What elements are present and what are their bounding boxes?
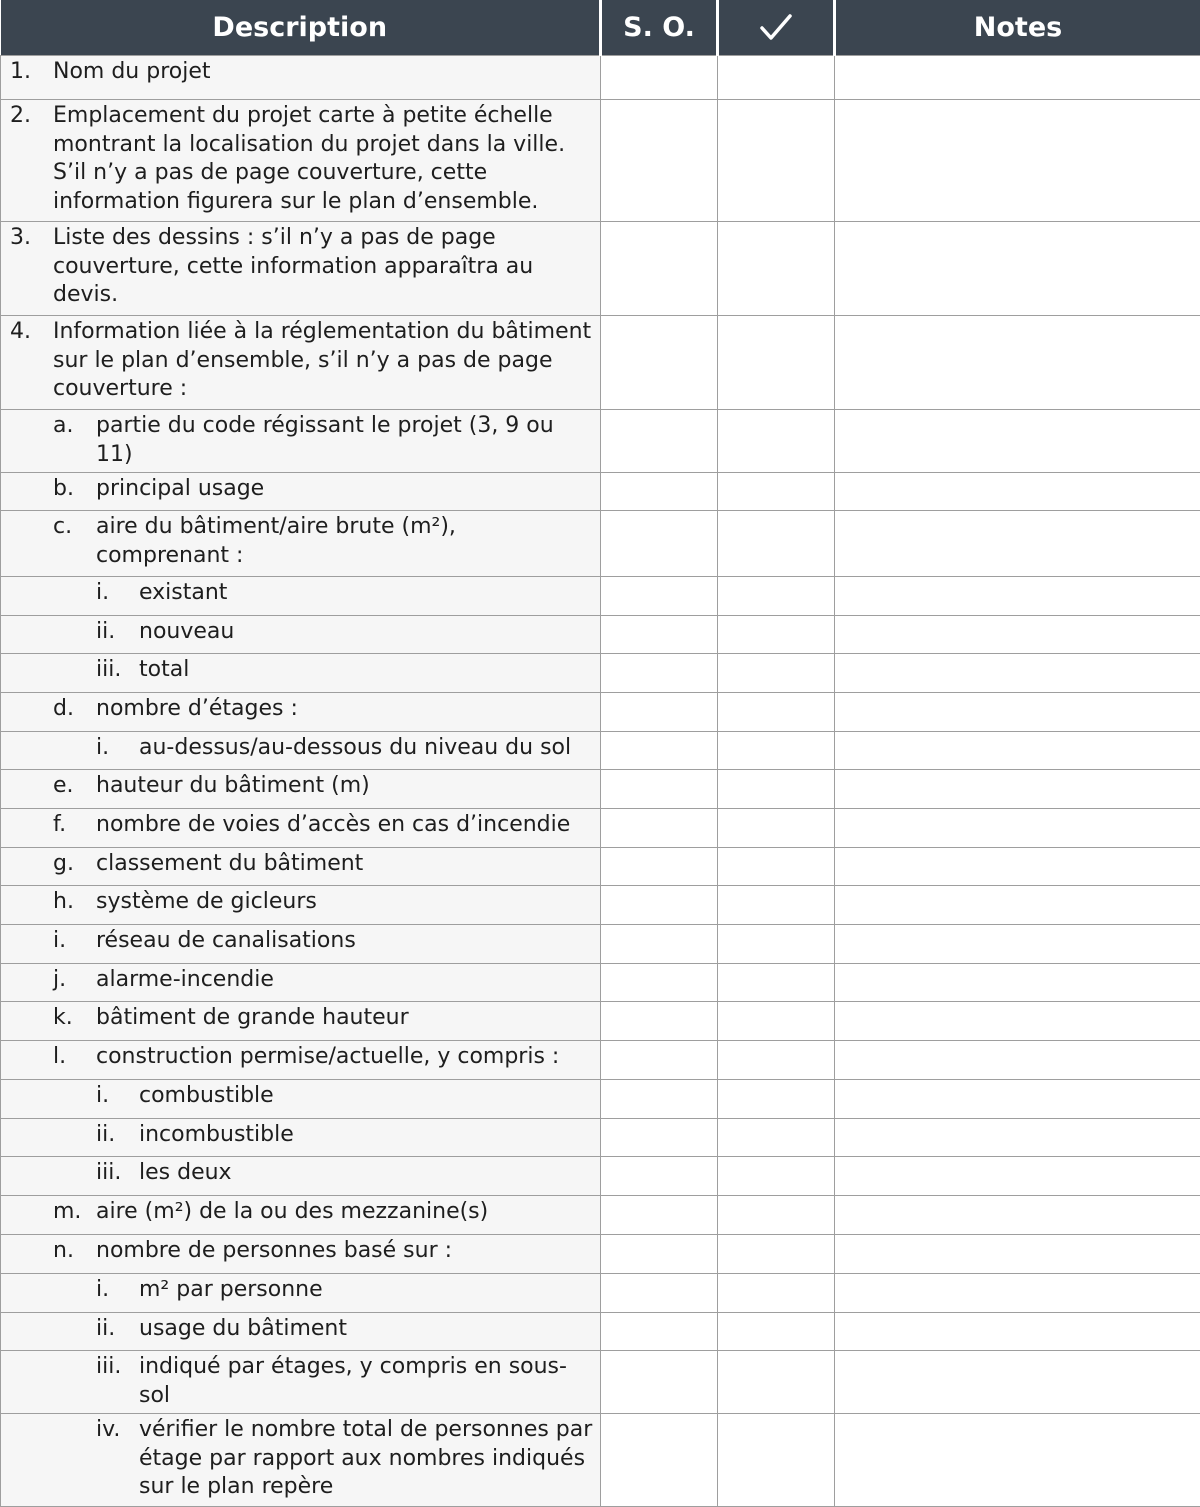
- notes-cell[interactable]: [835, 1157, 1200, 1196]
- so-cell[interactable]: [601, 770, 718, 809]
- table-row: [1, 1157, 1200, 1196]
- so-cell[interactable]: [601, 56, 718, 100]
- table-row: [1, 1351, 1200, 1414]
- item-number: l.: [53, 1043, 96, 1072]
- item-number: b.: [53, 475, 96, 504]
- item-text: total: [139, 656, 594, 685]
- check-cell[interactable]: [718, 925, 835, 964]
- item-number: h.: [53, 888, 96, 917]
- table-row: [1, 732, 1200, 770]
- list-item: [1, 1416, 594, 1502]
- notes-cell[interactable]: [835, 222, 1200, 316]
- description-cell: [1, 770, 601, 809]
- so-cell[interactable]: [601, 809, 718, 848]
- description-cell: [1, 1274, 601, 1313]
- check-cell[interactable]: [718, 1157, 835, 1196]
- check-cell[interactable]: [718, 410, 835, 473]
- item-text: nombre de voies d’accès en cas d’incendie: [96, 811, 594, 840]
- item-text: aire du bâtiment/aire brute (m²), comprenant :: [96, 513, 594, 570]
- item-number: iv.: [96, 1416, 139, 1445]
- item-number: 4.: [10, 318, 53, 347]
- item-number: i.: [53, 927, 96, 956]
- item-text: partie du code régissant le projet (3, 9 ou 11): [96, 412, 594, 469]
- so-cell[interactable]: [601, 222, 718, 316]
- check-cell[interactable]: [718, 511, 835, 577]
- notes-cell[interactable]: [835, 100, 1200, 222]
- item-number: n.: [53, 1237, 96, 1266]
- item-number: ii.: [96, 618, 139, 647]
- item-number: c.: [53, 513, 96, 542]
- item-text: construction permise/actuelle, y compris :: [96, 1043, 594, 1072]
- table-row: [1, 1313, 1200, 1351]
- check-cell[interactable]: [718, 473, 835, 511]
- list-item: [1, 850, 594, 879]
- item-number: i.: [96, 1276, 139, 1305]
- table-row: [1, 925, 1200, 964]
- item-text: nouveau: [139, 618, 594, 647]
- table-row: [1, 848, 1200, 886]
- header-row: [1, 0, 1200, 56]
- item-number: a.: [53, 412, 96, 441]
- list-item: [1, 772, 594, 801]
- notes-cell[interactable]: [835, 1041, 1200, 1080]
- check-cell[interactable]: [718, 100, 835, 222]
- item-number: i.: [96, 1082, 139, 1111]
- table-row: [1, 616, 1200, 654]
- list-item: [1, 224, 594, 310]
- check-cell[interactable]: [718, 56, 835, 100]
- header-notes: Notes: [835, 0, 1200, 56]
- notes-cell[interactable]: [835, 473, 1200, 511]
- check-cell[interactable]: [718, 577, 835, 616]
- item-number: i.: [96, 734, 139, 763]
- header-check: [718, 0, 835, 56]
- description-cell: [1, 654, 601, 693]
- so-cell[interactable]: [601, 1080, 718, 1119]
- description-cell: [1, 1235, 601, 1274]
- check-cell[interactable]: [718, 848, 835, 886]
- so-cell[interactable]: [601, 693, 718, 732]
- table-row: [1, 316, 1200, 410]
- item-text: les deux: [139, 1159, 594, 1188]
- so-cell[interactable]: [601, 964, 718, 1002]
- notes-cell[interactable]: [835, 925, 1200, 964]
- check-cell[interactable]: [718, 964, 835, 1002]
- item-text: système de gicleurs: [96, 888, 594, 917]
- check-cell[interactable]: [718, 616, 835, 654]
- table-row: [1, 577, 1200, 616]
- table-row: [1, 511, 1200, 577]
- notes-cell[interactable]: [835, 848, 1200, 886]
- description-cell: [1, 410, 601, 473]
- so-cell[interactable]: [601, 848, 718, 886]
- list-item: [1, 579, 594, 608]
- check-cell[interactable]: [718, 1351, 835, 1414]
- item-text: alarme-incendie: [96, 966, 594, 995]
- list-item: [1, 1276, 594, 1305]
- item-text: Nom du projet: [53, 58, 594, 87]
- description-cell: [1, 473, 601, 511]
- item-text: nombre d’étages :: [96, 695, 594, 724]
- notes-cell[interactable]: [835, 1080, 1200, 1119]
- description-cell: [1, 1196, 601, 1235]
- notes-cell[interactable]: [835, 1414, 1200, 1507]
- list-item: [1, 1082, 594, 1111]
- check-cell[interactable]: [718, 1080, 835, 1119]
- so-cell[interactable]: [601, 616, 718, 654]
- item-text: combustible: [139, 1082, 594, 1111]
- check-cell[interactable]: [718, 770, 835, 809]
- table-row: [1, 693, 1200, 732]
- item-number: 2.: [10, 102, 53, 131]
- item-number: iii.: [96, 656, 139, 685]
- description-cell: [1, 1041, 601, 1080]
- table-row: [1, 473, 1200, 511]
- notes-cell[interactable]: [835, 1274, 1200, 1313]
- list-item: [1, 318, 594, 404]
- item-text: au-dessus/au-dessous du niveau du sol: [139, 734, 594, 763]
- check-cell[interactable]: [718, 1274, 835, 1313]
- so-cell[interactable]: [601, 1274, 718, 1313]
- description-cell: [1, 100, 601, 222]
- description-cell: [1, 222, 601, 316]
- so-cell[interactable]: [601, 511, 718, 577]
- list-item: [1, 695, 594, 724]
- item-text: Liste des dessins : s’il n’y a pas de page couverture, cette information apparaîtra au devis.: [53, 224, 594, 310]
- list-item: [1, 1121, 594, 1150]
- item-text: nombre de personnes basé sur :: [96, 1237, 594, 1266]
- item-number: m.: [53, 1198, 96, 1227]
- table-row: [1, 1235, 1200, 1274]
- check-cell[interactable]: [718, 1196, 835, 1235]
- so-cell[interactable]: [601, 925, 718, 964]
- table-row: [1, 222, 1200, 316]
- check-cell[interactable]: [718, 809, 835, 848]
- item-text: réseau de canalisations: [96, 927, 594, 956]
- list-item: [1, 513, 594, 570]
- so-cell[interactable]: [601, 100, 718, 222]
- item-number: 3.: [10, 224, 53, 253]
- item-number: ii.: [96, 1121, 139, 1150]
- table-row: [1, 1414, 1200, 1507]
- table-row: [1, 1196, 1200, 1235]
- table-row: [1, 809, 1200, 848]
- item-text: aire (m²) de la ou des mezzanine(s): [96, 1198, 594, 1227]
- table-row: [1, 56, 1200, 100]
- description-cell: [1, 56, 601, 100]
- so-cell[interactable]: [601, 473, 718, 511]
- header-description: Description: [1, 0, 601, 56]
- so-cell[interactable]: [601, 316, 718, 410]
- so-cell[interactable]: [601, 577, 718, 616]
- description-cell: [1, 1414, 601, 1507]
- check-cell[interactable]: [718, 886, 835, 925]
- list-item: [1, 1237, 594, 1266]
- so-cell[interactable]: [601, 1414, 718, 1507]
- list-item: [1, 1315, 594, 1344]
- notes-cell[interactable]: [835, 1351, 1200, 1414]
- description-cell: [1, 1080, 601, 1119]
- item-text: usage du bâtiment: [139, 1315, 594, 1344]
- notes-cell[interactable]: [835, 732, 1200, 770]
- table-row: [1, 410, 1200, 473]
- list-item: [1, 927, 594, 956]
- notes-cell[interactable]: [835, 410, 1200, 473]
- notes-cell[interactable]: [835, 616, 1200, 654]
- check-cell[interactable]: [718, 1313, 835, 1351]
- notes-cell[interactable]: [835, 1196, 1200, 1235]
- item-text: existant: [139, 579, 594, 608]
- table-row: [1, 886, 1200, 925]
- so-cell[interactable]: [601, 1002, 718, 1041]
- table-row: [1, 100, 1200, 222]
- so-cell[interactable]: [601, 410, 718, 473]
- item-text: Information liée à la réglementation du bâtiment sur le plan d’ensemble, s’il n’y a pas de page couverture :: [53, 318, 594, 404]
- list-item: [1, 656, 594, 685]
- item-number: 1.: [10, 58, 53, 87]
- so-cell[interactable]: [601, 1313, 718, 1351]
- description-cell: [1, 1119, 601, 1157]
- list-item: [1, 888, 594, 917]
- table-row: [1, 1080, 1200, 1119]
- list-item: [1, 475, 594, 504]
- check-cell[interactable]: [718, 693, 835, 732]
- notes-cell[interactable]: [835, 964, 1200, 1002]
- table-row: [1, 1002, 1200, 1041]
- check-cell[interactable]: [718, 1119, 835, 1157]
- check-cell[interactable]: [718, 316, 835, 410]
- description-cell: [1, 316, 601, 410]
- so-cell[interactable]: [601, 1235, 718, 1274]
- check-cell[interactable]: [718, 732, 835, 770]
- notes-cell[interactable]: [835, 886, 1200, 925]
- description-cell: [1, 925, 601, 964]
- table-row: [1, 770, 1200, 809]
- description-cell: [1, 1157, 601, 1196]
- item-number: ii.: [96, 1315, 139, 1344]
- list-item: [1, 102, 594, 216]
- so-cell[interactable]: [601, 1157, 718, 1196]
- list-item: [1, 734, 594, 763]
- notes-cell[interactable]: [835, 693, 1200, 732]
- description-cell: [1, 809, 601, 848]
- item-text: hauteur du bâtiment (m): [96, 772, 594, 801]
- list-item: [1, 1353, 594, 1410]
- item-text: indiqué par étages, y compris en sous-sol: [139, 1353, 594, 1410]
- item-number: e.: [53, 772, 96, 801]
- item-number: d.: [53, 695, 96, 724]
- item-text: classement du bâtiment: [96, 850, 594, 879]
- so-cell[interactable]: [601, 1351, 718, 1414]
- check-cell[interactable]: [718, 1235, 835, 1274]
- list-item: [1, 1043, 594, 1072]
- so-cell[interactable]: [601, 654, 718, 693]
- description-cell: [1, 511, 601, 577]
- checkmark-icon: [759, 13, 793, 43]
- list-item: [1, 58, 594, 87]
- item-text: m² par personne: [139, 1276, 594, 1305]
- item-number: iii.: [96, 1159, 139, 1188]
- item-number: k.: [53, 1004, 96, 1033]
- list-item: [1, 811, 594, 840]
- description-cell: [1, 886, 601, 925]
- description-cell: [1, 1313, 601, 1351]
- notes-cell[interactable]: [835, 809, 1200, 848]
- description-cell: [1, 848, 601, 886]
- notes-cell[interactable]: [835, 1313, 1200, 1351]
- list-item: [1, 1004, 594, 1033]
- so-cell[interactable]: [601, 1041, 718, 1080]
- list-item: [1, 1198, 594, 1227]
- description-cell: [1, 964, 601, 1002]
- item-text: Emplacement du projet carte à petite échelle montrant la localisation du projet dans la ville. S’il n’y a pas de page couverture, cette information figurera sur le plan d’ensemble.: [53, 102, 594, 216]
- notes-cell[interactable]: [835, 1002, 1200, 1041]
- check-cell[interactable]: [718, 654, 835, 693]
- notes-cell[interactable]: [835, 56, 1200, 100]
- check-cell[interactable]: [718, 222, 835, 316]
- description-cell: [1, 732, 601, 770]
- item-text: vérifier le nombre total de personnes par étage par rapport aux nombres indiqués sur le plan repère: [139, 1416, 594, 1502]
- description-cell: [1, 1351, 601, 1414]
- check-cell[interactable]: [718, 1041, 835, 1080]
- so-cell[interactable]: [601, 886, 718, 925]
- item-text: principal usage: [96, 475, 594, 504]
- notes-cell[interactable]: [835, 654, 1200, 693]
- notes-cell[interactable]: [835, 577, 1200, 616]
- description-cell: [1, 1002, 601, 1041]
- table-row: [1, 654, 1200, 693]
- description-cell: [1, 616, 601, 654]
- list-item: [1, 1159, 594, 1188]
- notes-cell[interactable]: [835, 1119, 1200, 1157]
- notes-cell[interactable]: [835, 316, 1200, 410]
- description-cell: [1, 693, 601, 732]
- so-cell[interactable]: [601, 732, 718, 770]
- item-number: f.: [53, 811, 96, 840]
- description-cell: [1, 577, 601, 616]
- item-number: i.: [96, 579, 139, 608]
- notes-cell[interactable]: [835, 770, 1200, 809]
- item-number: j.: [53, 966, 96, 995]
- list-item: [1, 618, 594, 647]
- list-item: [1, 412, 594, 469]
- so-cell[interactable]: [601, 1196, 718, 1235]
- check-cell[interactable]: [718, 1002, 835, 1041]
- table-row: [1, 964, 1200, 1002]
- notes-cell[interactable]: [835, 1235, 1200, 1274]
- list-item: [1, 966, 594, 995]
- item-number: g.: [53, 850, 96, 879]
- table-row: [1, 1119, 1200, 1157]
- item-number: iii.: [96, 1353, 139, 1382]
- item-text: bâtiment de grande hauteur: [96, 1004, 594, 1033]
- table-row: [1, 1041, 1200, 1080]
- item-text: incombustible: [139, 1121, 594, 1150]
- header-so: S. O.: [601, 0, 718, 56]
- so-cell[interactable]: [601, 1119, 718, 1157]
- table-row: [1, 1274, 1200, 1313]
- notes-cell[interactable]: [835, 511, 1200, 577]
- check-cell[interactable]: [718, 1414, 835, 1507]
